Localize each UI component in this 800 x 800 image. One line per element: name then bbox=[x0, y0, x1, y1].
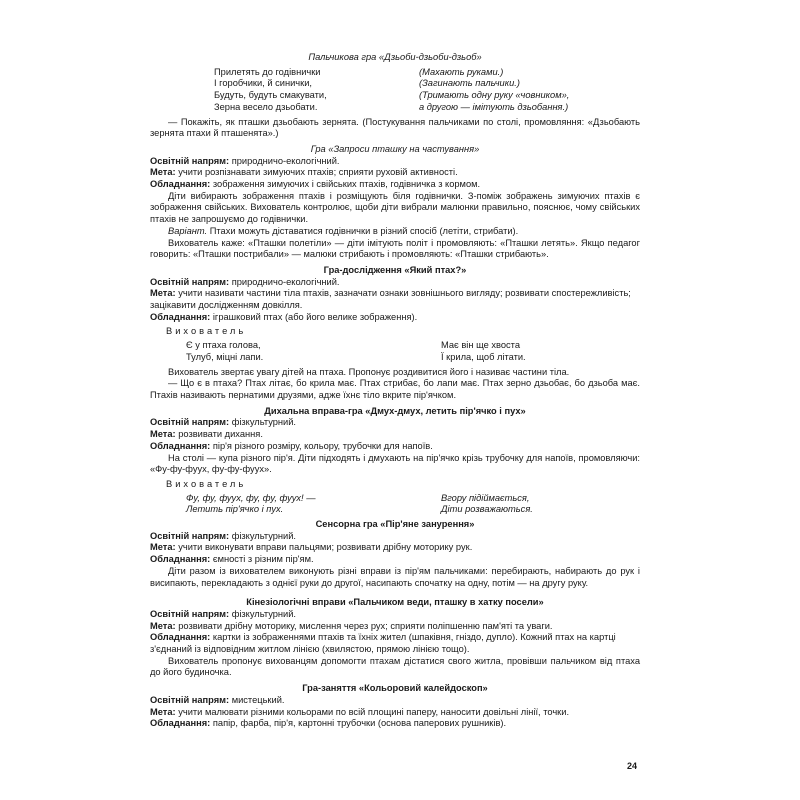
section-title: Гра-дослідження «Який птах?» bbox=[323, 264, 467, 275]
meta-label: Мета: bbox=[150, 706, 176, 717]
meta-napriam bbox=[150, 695, 640, 707]
meta-label: Мета: bbox=[150, 167, 176, 178]
meta-value: природничо-екологічний. bbox=[231, 155, 340, 166]
meta-value: учити називати частини тіла птахів, зазначати ознаки зовнішнього вигляду; розвивати спостережливість; зацікавити дослідженням довкілля. bbox=[150, 288, 631, 311]
section-title: Гра-заняття «Кольоровий калейдоскоп» bbox=[302, 683, 488, 694]
poem-line: Має він ще хвоста bbox=[441, 340, 520, 351]
paragraph bbox=[150, 226, 640, 238]
poem bbox=[214, 67, 640, 114]
meta-goal bbox=[150, 429, 640, 441]
paragraph: — Покажіть, як пташки дзьобають зернята. (Постукування пальчиками по столі, промовляння: «Дзьобають зернята птахи й пташенята».) bbox=[150, 116, 640, 139]
poem-line: Ї крила, щоб літати. bbox=[441, 351, 526, 362]
meta-equipment bbox=[150, 441, 640, 453]
variant-label: Варіант. bbox=[168, 225, 208, 236]
meta-label: Освітній напрям: bbox=[150, 155, 230, 166]
meta-value: фізкультурний. bbox=[231, 417, 297, 428]
paragraph: Діти разом із вихователем виконують різні вправи із пір'ям пальчиками: перебирають, набирають до рук і висипають, перекладають з однієї руки до другої, насипають спочатку на одну, потім — на другу руку. bbox=[150, 565, 640, 588]
paragraph: На столі — купа різного пір'я. Діти підходять і дмухають на пір'ячко крізь трубочку для напоїв, промовляючи: «Фу-фу-фуух, фу-фу-фуух». bbox=[150, 452, 640, 475]
poem-line: Будуть, будуть смакувати, bbox=[214, 90, 327, 101]
meta-value: учити розпізнавати зимуючих птахів; сприяти руховій активності. bbox=[178, 167, 458, 178]
meta-label: Мета: bbox=[150, 542, 176, 553]
section-title: Дихальна вправа-гра «Дмух-дмух, летить пір'ячко і пух» bbox=[264, 405, 526, 416]
page-number: 24 bbox=[627, 761, 638, 771]
meta-value: зображення зимуючих і свійських птахів, годівничка з кормом. bbox=[212, 179, 481, 190]
paragraph: Вихователь пропонує вихованцям допомогти птахам дістатися свого житла, провівши пальчиком від птаха до його будиночка. bbox=[150, 655, 640, 678]
poem bbox=[186, 493, 640, 516]
meta-goal bbox=[150, 621, 640, 633]
meta-napriam bbox=[150, 277, 640, 289]
meta-napriam bbox=[150, 417, 640, 429]
poem-line: Вгору підіймається, bbox=[441, 492, 530, 503]
speaker-label: Вихователь bbox=[166, 478, 247, 489]
paragraph-text: Птахи можуть діставатися годівнички в різний спосіб (летіти, стрибати). bbox=[209, 225, 519, 236]
meta-label: Мета: bbox=[150, 429, 176, 440]
meta-label: Мета: bbox=[150, 620, 176, 631]
speaker-label: Вихователь bbox=[166, 326, 247, 337]
poem-line: Прилетять до годівнички bbox=[214, 66, 321, 77]
section-title: Кінезіологічні вправи «Пальчиком веди, пташку в хатку посели» bbox=[246, 597, 544, 608]
meta-napriam bbox=[150, 531, 640, 543]
paragraph: Вихователь каже: «Пташки полетіли» — діти імітують політ і промовляють: «Пташки летять». Якщо педагог говорить: «Пташки пострибали» — малюки стрибають і промовляють: «Пташки стрибають». bbox=[150, 237, 640, 260]
meta-label: Освітній напрям: bbox=[150, 694, 230, 705]
meta-napriam bbox=[150, 156, 640, 168]
poem-remark: (Загинають пальчики.) bbox=[419, 78, 520, 89]
meta-equipment bbox=[150, 312, 640, 324]
meta-value: розвивати дихання. bbox=[178, 429, 263, 440]
meta-equipment bbox=[150, 632, 640, 655]
page-content bbox=[150, 52, 640, 730]
meta-value: картки із зображеннями птахів та їхніх жител (шпаківня, гніздо, дупло). Кожний птах на картці з'єднаний із відповідним житлом лінією (хвилястою, прямою лінією тощо). bbox=[150, 632, 616, 655]
poem-line: Є у птаха голова, bbox=[186, 340, 261, 351]
meta-value: фізкультурний. bbox=[231, 530, 297, 541]
meta-value: учити виконувати вправи пальцями; розвивати дрібну моторику рук. bbox=[178, 542, 473, 553]
poem bbox=[186, 340, 640, 363]
meta-value: іграшковий птах (або його велике зображення). bbox=[212, 311, 418, 322]
poem-line: Діти розважаються. bbox=[441, 504, 533, 515]
meta-goal bbox=[150, 167, 640, 179]
meta-label: Обладнання: bbox=[150, 632, 211, 643]
meta-value: мистецький. bbox=[231, 694, 285, 705]
meta-goal bbox=[150, 542, 640, 554]
poem-remark: (Махають руками.) bbox=[419, 66, 504, 77]
meta-label: Обладнання: bbox=[150, 440, 211, 451]
meta-label: Освітній напрям: bbox=[150, 530, 230, 541]
meta-label: Обладнання: bbox=[150, 718, 211, 729]
section-title: Сенсорна гра «Пір'яне занурення» bbox=[315, 519, 475, 530]
poem-line: Фу, фу, фуух, фу, фу, фуух! — bbox=[186, 492, 316, 503]
meta-goal bbox=[150, 707, 640, 719]
meta-label: Обладнання: bbox=[150, 554, 211, 565]
meta-value: пір'я різного розміру, кольору, трубочки для напоїв. bbox=[212, 440, 433, 451]
meta-label: Обладнання: bbox=[150, 179, 211, 190]
meta-value: розвивати дрібну моторику, мислення через рух; сприяти поліпшенню пам'яті та уваги. bbox=[178, 620, 553, 631]
poem-line: Летить пір'ячко і пух. bbox=[186, 504, 284, 515]
section-title: Пальчикова гра «Дзьоби-дзьоби-дзьоб» bbox=[308, 52, 482, 62]
poem-line: Тулуб, міцні лапи. bbox=[186, 351, 264, 362]
meta-value: природничо-екологічний. bbox=[231, 276, 340, 287]
meta-goal bbox=[150, 288, 640, 311]
meta-value: учити малювати різними кольорами по всій площині паперу, наносити довільні лінії, точки. bbox=[178, 706, 570, 717]
meta-label: Освітній напрям: bbox=[150, 608, 230, 619]
meta-value: фізкультурний. bbox=[231, 608, 297, 619]
meta-napriam bbox=[150, 609, 640, 621]
meta-label: Обладнання: bbox=[150, 311, 211, 322]
meta-value: ємності з різним пір'ям. bbox=[212, 554, 314, 565]
poem-remark: (Тримають одну руку «човником», bbox=[419, 90, 570, 101]
poem-line: Зерна весело дзьобати. bbox=[214, 101, 318, 112]
meta-label: Освітній напрям: bbox=[150, 417, 230, 428]
meta-value: папір, фарба, пір'я, картонні трубочки (основа паперових рушників). bbox=[212, 718, 507, 729]
meta-equipment bbox=[150, 718, 640, 730]
meta-label: Мета: bbox=[150, 288, 176, 299]
paragraph: Діти вибирають зображення птахів і розміщують біля годівнички. З-поміж зображень зимуючих птахів є зображення свійських. Вихователь контролює, щоби діти вибрали малюнки правильно, пояснює, чому свійських птахів не запрошуємо до годівнички. bbox=[150, 190, 640, 225]
section-title: Гра «Запроси пташку на частування» bbox=[310, 143, 480, 154]
paragraph: Вихователь звертає увагу дітей на птаха. Пропонує роздивитися його і називає частини тіла. bbox=[168, 366, 570, 377]
poem-remark: а другою — імітують дзьобання.) bbox=[419, 101, 569, 112]
meta-equipment bbox=[150, 179, 640, 191]
meta-label: Освітній напрям: bbox=[150, 276, 230, 287]
paragraph: — Що є в птаха? Птах літає, бо крила має. Птах стрибає, бо лапи має. Птах зерно дзьобає, бо дзьоба має. Птахів називають пернатими друзями, адже їхнє тіло вкрите пір'ячком. bbox=[150, 378, 640, 400]
poem-line: І горобчики, й синички, bbox=[214, 78, 312, 89]
meta-equipment bbox=[150, 554, 640, 566]
